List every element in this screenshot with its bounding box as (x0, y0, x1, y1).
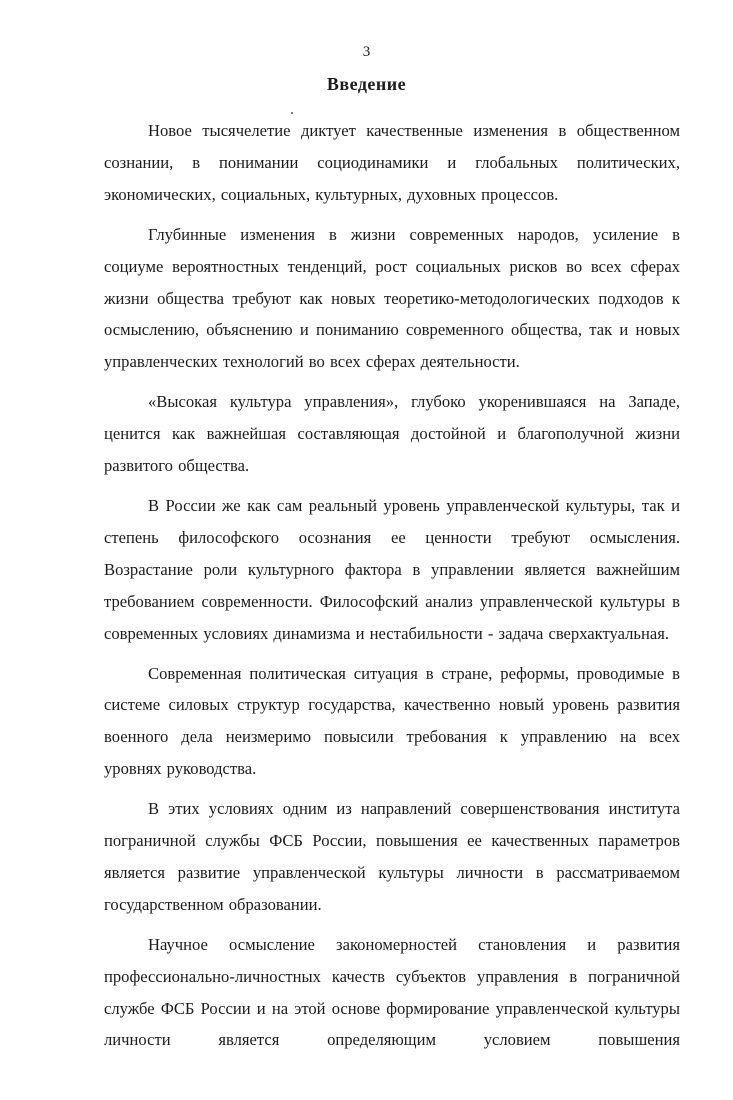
paragraph: В этих условиях одним из направлений совершенствования института пограничной службы ФСБ России, повышения ее качественных параметров является развитие управленческой культуры личности в рассматриваемом государственном образовании. (104, 799, 680, 914)
paragraph: В России же как сам реальный уровень управленческой культуры, так и степень философского осознания ее ценности требуют осмысления. Возрастание роли культурного фактора в управлении является важнейшим требованием современности. Философский анализ управленческой культуры в современных условиях динамизма и нестабильности - задача сверхактуальная. (104, 495, 680, 643)
paragraph: Современная политическая ситуация в стране, реформы, проводимые в системе силовых структур государства, качественно новый уровень развития военного дела неизмеримо повысили требования к управлению на всех уровнях руководства. (104, 663, 680, 779)
page-number: 3 (362, 44, 371, 60)
paragraph: Новое тысячелетие диктует качественные изменения в общественном сознании, в понимании социодинамики и глобальных политических, экономических, социальных, культурных, духовных процессов. (104, 121, 680, 204)
scan-speck (291, 112, 293, 114)
paragraph: Научное осмысление закономерностей становления и развития профессионально-личностных качеств субъектов управления в пограничной службе ФСБ России и на этой основе формирование управленческой культуры личности является определяющим условием повышения (104, 934, 680, 1050)
paragraph: Глубинные изменения в жизни современных народов, усиление в социуме вероятностных тенденций, рост социальных рисков во всех сферах жизни общества требуют как новых теоретико-методологических подходов к осмыслению, объяснению и пониманию современного общества, так и новых управленческих технологий во всех сферах деятельности. (104, 224, 680, 372)
page-title: Введение (326, 74, 407, 94)
paragraph: «Высокая культура управления», глубоко укоренившаяся на Западе, ценится как важнейшая составляющая достойной и благополучной жизни развитого общества. (104, 392, 680, 476)
body-text (104, 115, 680, 1056)
